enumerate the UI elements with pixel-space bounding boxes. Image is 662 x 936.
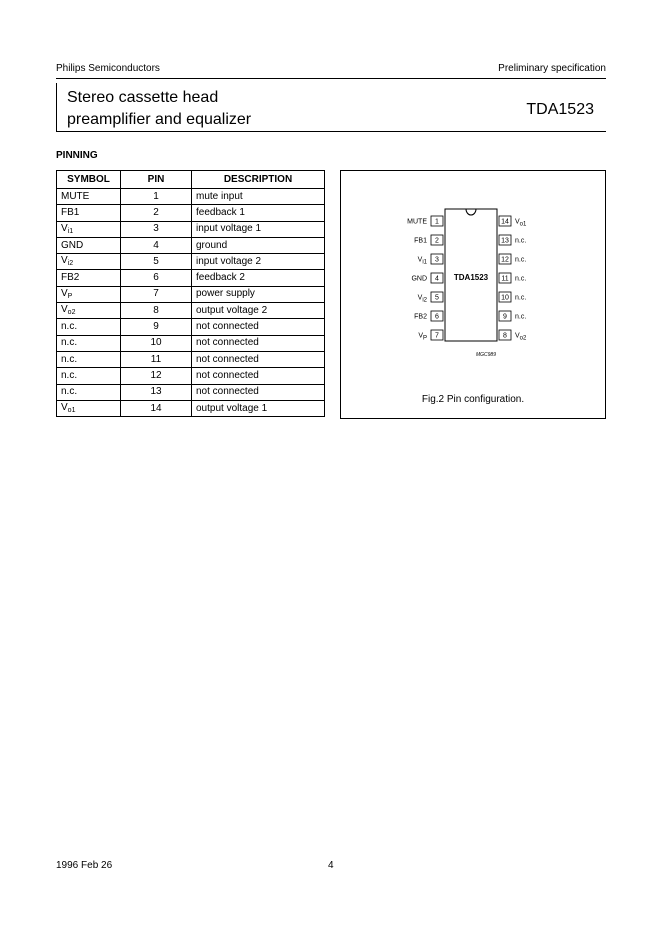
cell-symbol (57, 400, 121, 416)
col-header-symbol: SYMBOL (57, 171, 121, 189)
cell-pin: 4 (121, 237, 192, 253)
table-header-row (57, 171, 325, 189)
section-heading: PINNING (56, 150, 98, 161)
symbol-text: GND (61, 239, 84, 251)
right-pin (499, 216, 527, 228)
table-row (57, 205, 325, 221)
cell-pin: 5 (121, 254, 192, 270)
table-row (57, 270, 325, 286)
header-doc-type: Preliminary specification (498, 63, 606, 74)
pin-name (515, 314, 526, 321)
right-pin (499, 311, 526, 321)
col-header-pin: PIN (121, 171, 192, 189)
pin-name-subscript: o2 (519, 335, 527, 342)
table-row (57, 286, 325, 302)
part-number: TDA1523 (526, 101, 594, 118)
symbol-text: n.c. (61, 386, 78, 398)
pin-number: 1 (435, 218, 439, 226)
table-row (57, 351, 325, 367)
cell-symbol (57, 286, 121, 302)
cell-symbol (57, 237, 121, 253)
cell-pin: 8 (121, 303, 192, 319)
left-pin (418, 330, 443, 342)
cell-description: ground (192, 237, 325, 253)
pin-name-main: n.c. (515, 275, 527, 283)
cell-pin: 2 (121, 205, 192, 221)
pin-number: 8 (503, 332, 507, 340)
cell-description: feedback 1 (192, 205, 325, 221)
pin-name-subscript: i1 (422, 259, 427, 266)
pin-number: 9 (503, 313, 507, 321)
cell-pin: 12 (121, 368, 192, 384)
pin-number: 5 (435, 294, 439, 302)
cell-description: output voltage 1 (192, 400, 325, 416)
pin-name-main: n.c. (515, 256, 527, 264)
symbol-text: V (61, 287, 68, 299)
pin-name-main: FB2 (414, 313, 427, 321)
cell-pin: 3 (121, 221, 192, 237)
pin-name-main: GND (411, 275, 427, 283)
cell-symbol (57, 303, 121, 319)
table-row (57, 189, 325, 205)
table-row (57, 368, 325, 384)
pin-name-main: n.c. (515, 237, 527, 245)
cell-pin: 9 (121, 319, 192, 335)
cell-description: not connected (192, 319, 325, 335)
pin-number: 10 (501, 294, 509, 302)
pin1-notch (466, 209, 476, 215)
pin-number: 4 (435, 275, 439, 283)
cell-symbol (57, 254, 121, 270)
table-row (57, 384, 325, 400)
pin-number: 11 (501, 275, 509, 283)
table-row (57, 221, 325, 237)
table-row (57, 335, 325, 351)
cell-pin: 1 (121, 189, 192, 205)
pin-name (515, 238, 526, 245)
cell-description: power supply (192, 286, 325, 302)
symbol-subscript: i1 (67, 227, 74, 235)
col-header-description: DESCRIPTION (192, 171, 325, 189)
symbol-text: n.c. (61, 337, 78, 349)
pin-name-main: V (515, 218, 520, 226)
right-pins (499, 216, 527, 342)
symbol-text: FB1 (61, 206, 80, 218)
pin-name (515, 257, 526, 264)
pin-name-main: V (515, 332, 520, 340)
right-pin (499, 254, 526, 264)
symbol-text: V (61, 222, 68, 234)
pin-name-subscript: o1 (519, 221, 527, 228)
symbol-subscript: i2 (67, 260, 74, 268)
table-row (57, 254, 325, 270)
title-block (56, 83, 606, 131)
pin-name (414, 238, 427, 245)
symbol-text: V (61, 402, 68, 413)
title-line-1: Stereo cassette head (67, 89, 219, 106)
cell-description: output voltage 2 (192, 303, 325, 319)
symbol-subscript: P (67, 292, 73, 300)
chip-label: TDA1523 (453, 273, 489, 282)
cell-symbol (57, 189, 121, 205)
right-pin (499, 235, 526, 245)
pin-name-main: V (417, 256, 423, 264)
symbol-subscript: o1 (67, 407, 76, 414)
pin-name-main: V (417, 294, 423, 302)
cell-description: not connected (192, 335, 325, 351)
symbol-text: FB2 (61, 272, 80, 284)
right-pin (499, 273, 526, 283)
drawing-code: MGC989 (475, 352, 497, 358)
cell-symbol (57, 221, 121, 237)
cell-pin: 11 (121, 351, 192, 367)
pin-number: 12 (501, 256, 509, 264)
pin-name-main: MUTE (407, 218, 427, 226)
cell-pin: 10 (121, 335, 192, 351)
cell-symbol (57, 368, 121, 384)
pin-name (515, 219, 527, 228)
pin-name (418, 257, 428, 266)
left-pin (414, 311, 443, 321)
pin-name (515, 333, 527, 342)
table-row (57, 303, 325, 319)
table-row (57, 319, 325, 335)
cell-pin: 7 (121, 286, 192, 302)
cell-description: input voltage 2 (192, 254, 325, 270)
cell-description: mute input (192, 189, 325, 205)
pin-number: 2 (435, 237, 439, 245)
cell-symbol (57, 335, 121, 351)
right-pin (499, 292, 526, 302)
pin-configuration-figure (340, 170, 606, 419)
pin-number: 13 (501, 237, 509, 245)
page-number: 4 (328, 860, 334, 871)
header-rule (56, 78, 606, 79)
pin-name-subscript: i2 (422, 297, 427, 304)
pin-name-subscript: P (422, 335, 427, 342)
symbol-text: n.c. (61, 321, 78, 333)
table-row (57, 237, 325, 253)
cell-description: feedback 2 (192, 270, 325, 286)
cell-symbol (57, 319, 121, 335)
left-pins (407, 216, 443, 342)
footer-date: 1996 Feb 26 (56, 860, 113, 871)
right-pin (499, 330, 527, 342)
pin-number: 14 (501, 218, 509, 226)
left-pin (411, 273, 443, 283)
cell-symbol (57, 384, 121, 400)
cell-description: not connected (192, 384, 325, 400)
pin-name (418, 333, 427, 342)
symbol-text: V (61, 255, 68, 267)
left-pin (407, 216, 443, 226)
pin-name (407, 219, 427, 226)
pin-diagram (341, 171, 605, 371)
title-line-2: preamplifier and equalizer (67, 111, 252, 128)
cell-symbol (57, 270, 121, 286)
pin-name (411, 276, 427, 283)
pin-name (414, 314, 427, 321)
left-pin (418, 292, 443, 304)
symbol-subscript: o2 (67, 309, 76, 317)
table-row (57, 400, 325, 416)
cell-pin: 13 (121, 384, 192, 400)
left-pin (418, 254, 443, 266)
pin-name-main: n.c. (515, 294, 527, 302)
pin-name-main: FB1 (414, 237, 427, 245)
cell-pin: 6 (121, 270, 192, 286)
figure-caption: Fig.2 Pin configuration. (421, 394, 525, 405)
cell-description: input voltage 1 (192, 221, 325, 237)
pin-number: 3 (435, 256, 439, 264)
pin-name (515, 295, 526, 302)
symbol-text: MUTE (61, 190, 90, 202)
pin-name-main: n.c. (515, 313, 527, 321)
header-company: Philips Semiconductors (56, 63, 160, 74)
pinning-table (56, 170, 325, 417)
symbol-text: n.c. (61, 369, 78, 381)
left-pin (414, 235, 443, 245)
symbol-text: n.c. (61, 353, 78, 365)
pin-name-main: V (418, 332, 423, 340)
symbol-text: V (61, 304, 68, 316)
cell-pin: 14 (121, 400, 192, 416)
cell-description: not connected (192, 368, 325, 384)
pin-name (418, 295, 428, 304)
cell-symbol (57, 205, 121, 221)
pin-number: 7 (435, 332, 439, 340)
cell-symbol (57, 351, 121, 367)
title-rule (56, 131, 606, 132)
cell-description: not connected (192, 351, 325, 367)
pin-name (515, 276, 526, 283)
pin-number: 6 (435, 313, 439, 321)
